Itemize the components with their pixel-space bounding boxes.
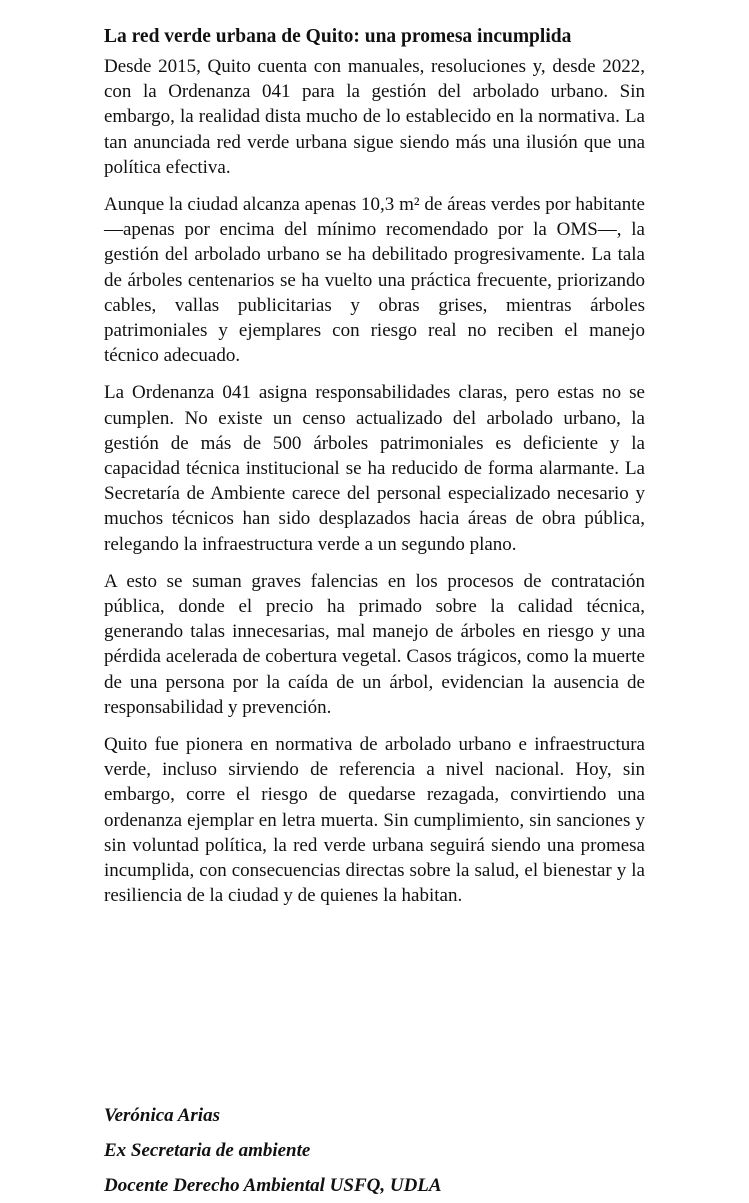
author-affiliation: Docente Derecho Ambiental USFQ, UDLA (104, 1175, 442, 1196)
author-role: Ex Secretaria de ambiente (104, 1140, 311, 1161)
article (104, 24, 645, 921)
paragraph-4: A esto se suman graves falencias en los procesos de contratación pública, donde el precio ha primado sobre la calidad técnica, generando talas innecesarias, mal manejo de árboles en riesgo y una pérdida acelerada de cobertura vegetal. Casos trágicos, como la muerte de una persona por la caída de un árbol, evidencian la ausencia de responsabilidad y prevención. (104, 570, 645, 718)
paragraph-5: Quito fue pionera en normativa de arbolado urbano e infraestructura verde, incluso sirviendo de referencia a nivel nacional. Hoy, sin embargo, corre el riesgo de quedarse rezagada, convirtiendo una ordenanza ejemplar en letra muerta. Sin cumplimiento, sin sanciones y sin voluntad política, la red verde urbana seguirá siendo una promesa incumplida, con consecuencias directas sobre la salud, el bienestar y la resiliencia de la ciudad y de quienes la habitan. (104, 734, 645, 907)
paragraph-2: Aunque la ciudad alcanza apenas 10,3 m² de áreas verdes por habitante —apenas por encima del mínimo recomendado por la OMS—, la gestión del arbolado urbano se ha debilitado progresivamente. La tala de árboles centenarios se ha vuelto una práctica frecuente, priorizando cables, vallas publicitarias y obras grises, mientras árboles patrimoniales y ejemplares con riesgo real no reciben el manejo técnico adecuado. (104, 194, 645, 367)
paragraph-1: Desde 2015, Quito cuenta con manuales, resoluciones y, desde 2022, con la Ordenanza 041 para la gestión del arbolado urbano. Sin embargo, la realidad dista mucho de lo establecido en la normativa. La tan anunciada red verde urbana sigue siendo más una ilusión que una política efectiva. (104, 56, 645, 178)
paragraph-3: La Ordenanza 041 asigna responsabilidades claras, pero estas no se cumplen. No existe un censo actualizado del arbolado urbano, la gestión de más de 500 árboles patrimoniales es deficiente y la capacidad técnica institucional se ha reducido de forma alarmante. La Secretaría de Ambiente carece del personal especializado necesario y muchos técnicos han sido desplazados hacia áreas de obra pública, relegando la infraestructura verde a un segundo plano. (104, 382, 645, 555)
signature-block (104, 1098, 664, 1203)
article-title: La red verde urbana de Quito: una promesa incumplida (104, 26, 572, 47)
author-name: Verónica Arias (104, 1105, 220, 1126)
